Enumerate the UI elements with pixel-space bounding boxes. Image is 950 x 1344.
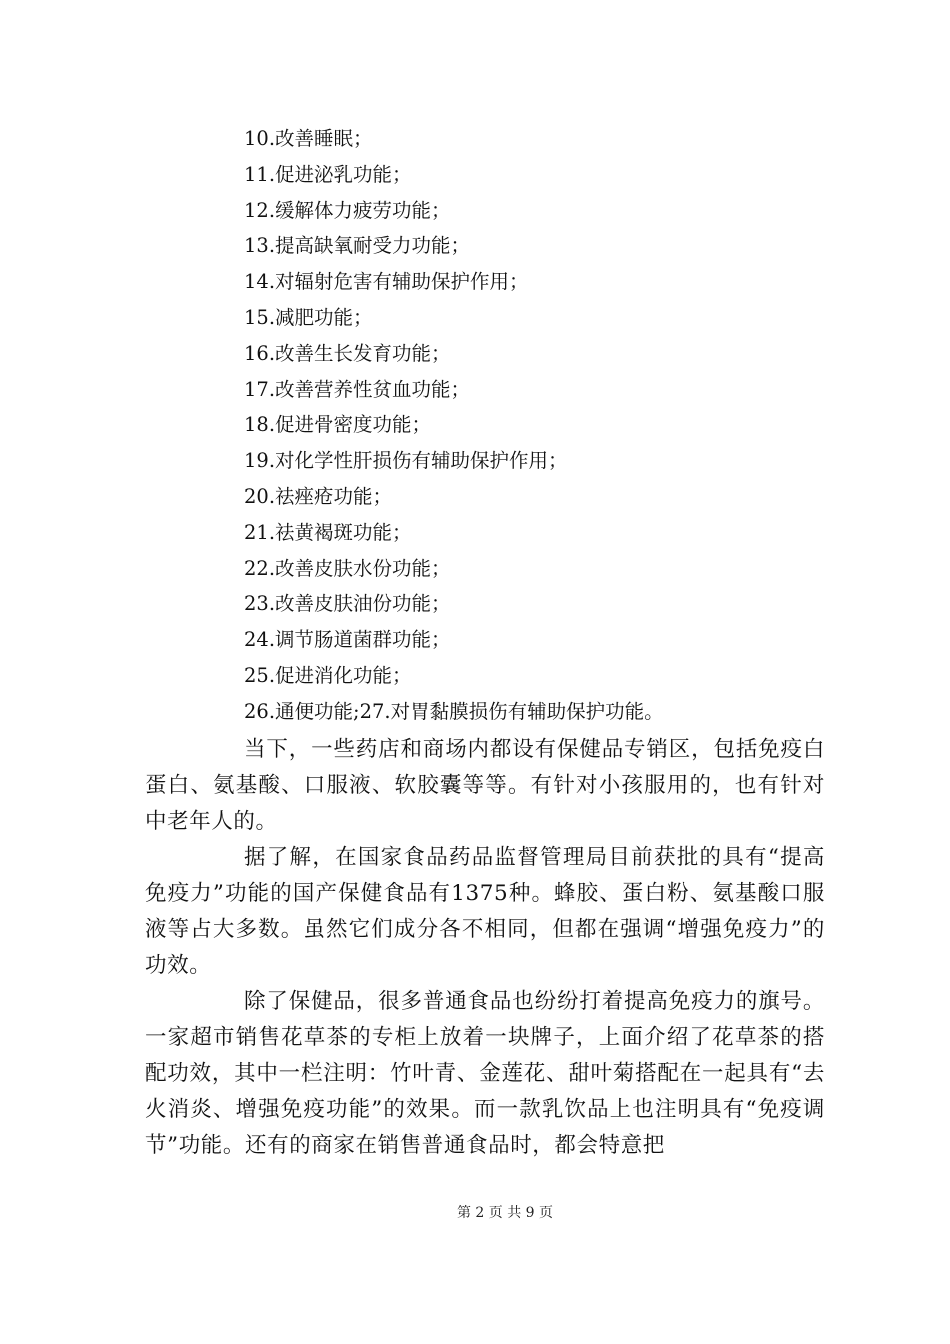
paragraph-ordinary-food: 除了保健品，很多普通食品也纷纷打着提高免疫力的旗号。一家超市销售花草茶的专柜上放着一块牌子，上面介绍了花草茶的搭配功效，其中一栏注明：竹叶青、金莲花、甜叶菊搭配在一起具有“去火消炎、增强免疫功能”的效果。而一款乳饮品上也注明具有“免疫调节”功能。还有的商家在销售普通食品时，都会特意把 — [145, 989, 825, 1158]
list-item: 26.通便功能;27.对胃黏膜损伤有辅助保护功能。 — [244, 699, 664, 723]
list-item: 15.减肥功能； — [244, 305, 373, 329]
list-item: 14.对辐射危害有辅助保护作用； — [244, 270, 529, 294]
paragraph-pharmacy-sales: 当下，一些药店和商场内都设有保健品专销区，包括免疫白蛋白、氨基酸、口服液、软胶囊等等。有针对小孩服用的，也有针对中老年人的。 — [145, 737, 825, 834]
list-item: 23.改善皮肤油份功能； — [244, 592, 451, 616]
list-item: 12.缓解体力疲劳功能； — [244, 198, 451, 222]
list-item: 19.对化学性肝损伤有辅助保护作用； — [244, 449, 568, 473]
list-item: 13.提高缺氧耐受力功能； — [244, 234, 471, 258]
body-text — [145, 732, 825, 1164]
page-number: 第 2 页 共 9 页 — [456, 1205, 554, 1221]
list-item: 11.促进泌乳功能； — [244, 162, 412, 186]
paragraph-approved-products: 据了解，在国家食品药品监督管理局目前获批的具有“提高免疫力”功能的国产保健食品有1375种。蜂胶、蛋白粉、氨基酸口服液等占大多数。虽然它们成分各不相同，但都在强调“增强免疫力”的功效。 — [145, 845, 825, 978]
function-list — [244, 121, 664, 730]
list-item: 20.祛痤疮功能； — [244, 484, 393, 508]
list-item: 24.调节肠道菌群功能； — [244, 628, 451, 652]
list-item: 21.祛黄褐斑功能； — [244, 520, 412, 544]
list-item: 22.改善皮肤水份功能； — [244, 556, 451, 580]
list-item: 10.改善睡眠； — [244, 127, 373, 150]
list-item: 16.改善生长发育功能； — [244, 341, 451, 365]
list-item: 25.促进消化功能； — [244, 663, 412, 687]
list-item: 17.改善营养性贫血功能； — [244, 377, 471, 401]
list-item: 18.促进骨密度功能； — [244, 413, 432, 437]
